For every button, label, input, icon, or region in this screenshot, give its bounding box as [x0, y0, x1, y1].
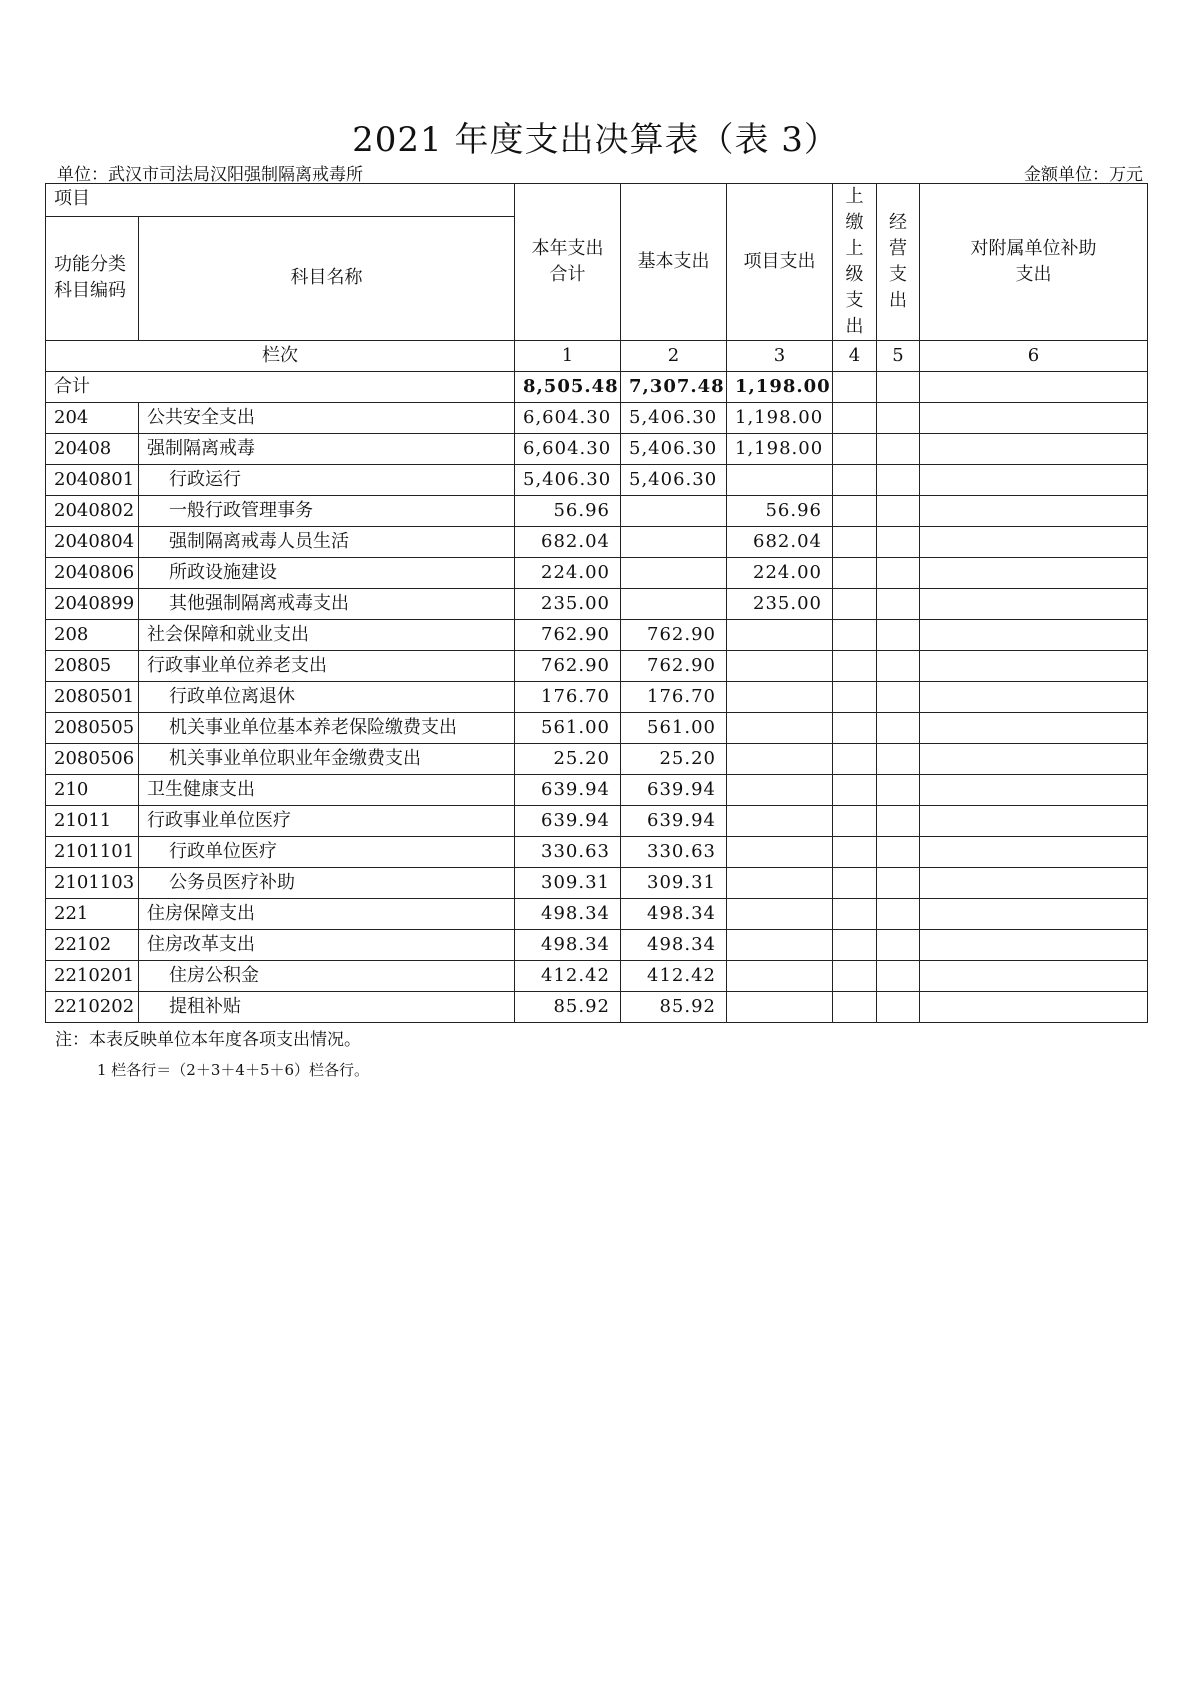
header-col-upper-char: 缴 — [845, 212, 864, 233]
total-cell: 56.96 — [515, 496, 621, 527]
basic-cell: 5,406.30 — [621, 465, 727, 496]
empty-cell — [920, 496, 1148, 527]
column-number-row — [46, 341, 1148, 372]
subject-name-cell: 社会保障和就业支出 — [139, 620, 515, 651]
total-cell: 176.70 — [515, 682, 621, 713]
basic-cell: 412.42 — [621, 961, 727, 992]
empty-cell — [833, 434, 877, 465]
empty-cell — [920, 527, 1148, 558]
table-row — [46, 465, 1148, 496]
header-col-upper-char: 上 — [845, 238, 864, 259]
empty-cell — [833, 713, 877, 744]
header-col-business-char: 出 — [889, 290, 907, 311]
table-row — [46, 868, 1148, 899]
empty-cell — [833, 868, 877, 899]
code-cell: 2210202 — [46, 992, 139, 1023]
empty-cell — [877, 434, 920, 465]
project-cell — [727, 961, 833, 992]
basic-cell — [621, 558, 727, 589]
project-cell: 1,198.00 — [727, 372, 833, 403]
code-cell: 208 — [46, 620, 139, 651]
subject-name-cell: 强制隔离戒毒 — [139, 434, 515, 465]
note-line-1: 注：本表反映单位本年度各项支出情况。 — [55, 1030, 361, 1050]
table-row — [46, 992, 1148, 1023]
empty-cell — [833, 527, 877, 558]
subject-name-cell: 其他强制隔离戒毒支出 — [139, 589, 515, 620]
column-number: 4 — [833, 341, 877, 372]
empty-cell — [833, 992, 877, 1023]
header-col-total-line2: 合计 — [549, 264, 586, 285]
code-cell: 2040806 — [46, 558, 139, 589]
page-title: 2021 年度支出决算表（表 3） — [352, 120, 839, 160]
header-col-upper-char: 出 — [845, 316, 864, 337]
subject-name-cell: 行政单位医疗 — [139, 837, 515, 868]
empty-cell — [833, 403, 877, 434]
table-row — [46, 589, 1148, 620]
project-cell: 235.00 — [727, 589, 833, 620]
basic-cell: 639.94 — [621, 806, 727, 837]
header-func-code — [46, 216, 139, 340]
code-cell: 2080506 — [46, 744, 139, 775]
total-cell: 85.92 — [515, 992, 621, 1023]
empty-cell — [877, 651, 920, 682]
project-cell — [727, 620, 833, 651]
unit-label: 单位：武汉市司法局汉阳强制隔离戒毒所 — [57, 165, 363, 185]
table-row — [46, 558, 1148, 589]
expenditure-table — [45, 183, 1148, 1023]
subject-name-cell: 卫生健康支出 — [139, 775, 515, 806]
empty-cell — [877, 403, 920, 434]
code-cell: 2080501 — [46, 682, 139, 713]
project-cell — [727, 806, 833, 837]
total-cell: 498.34 — [515, 899, 621, 930]
basic-cell: 85.92 — [621, 992, 727, 1023]
header-col-upper-char: 支 — [845, 290, 864, 311]
empty-cell — [920, 465, 1148, 496]
column-number: 1 — [515, 341, 621, 372]
empty-cell — [833, 961, 877, 992]
header-col-project: 项目支出 — [727, 184, 833, 341]
empty-cell — [833, 496, 877, 527]
empty-cell — [833, 930, 877, 961]
table-row — [46, 744, 1148, 775]
total-cell: 309.31 — [515, 868, 621, 899]
header-func-code-line2: 科目编码 — [54, 280, 126, 302]
code-cell: 2040801 — [46, 465, 139, 496]
basic-cell: 176.70 — [621, 682, 727, 713]
empty-cell — [877, 992, 920, 1023]
empty-cell — [877, 806, 920, 837]
empty-cell — [833, 744, 877, 775]
table-row — [46, 434, 1148, 465]
total-cell: 412.42 — [515, 961, 621, 992]
project-cell — [727, 465, 833, 496]
column-order-label: 栏次 — [46, 341, 515, 372]
header-subject-name: 科目名称 — [139, 216, 515, 340]
header-col-subsidy-line1: 对附属单位补助 — [970, 238, 1097, 259]
header-col-business-char: 经 — [889, 212, 907, 233]
empty-cell — [877, 837, 920, 868]
total-cell: 561.00 — [515, 713, 621, 744]
empty-cell — [833, 465, 877, 496]
table-row — [46, 682, 1148, 713]
total-label: 合计 — [46, 372, 515, 403]
project-cell — [727, 837, 833, 868]
column-number: 3 — [727, 341, 833, 372]
empty-cell — [877, 589, 920, 620]
project-cell: 682.04 — [727, 527, 833, 558]
project-cell — [727, 651, 833, 682]
basic-cell — [621, 589, 727, 620]
code-cell: 2040804 — [46, 527, 139, 558]
empty-cell — [920, 837, 1148, 868]
empty-cell — [877, 930, 920, 961]
total-cell: 762.90 — [515, 651, 621, 682]
table-row — [46, 837, 1148, 868]
basic-cell: 25.20 — [621, 744, 727, 775]
project-cell: 56.96 — [727, 496, 833, 527]
empty-cell — [833, 620, 877, 651]
subject-name-cell: 所政设施建设 — [139, 558, 515, 589]
empty-cell — [833, 682, 877, 713]
subject-name-cell: 行政单位离退休 — [139, 682, 515, 713]
total-cell: 5,406.30 — [515, 465, 621, 496]
basic-cell: 498.34 — [621, 899, 727, 930]
project-cell — [727, 744, 833, 775]
subject-name-cell: 行政运行 — [139, 465, 515, 496]
empty-cell — [877, 372, 920, 403]
total-row — [46, 372, 1148, 403]
empty-cell — [877, 868, 920, 899]
code-cell: 204 — [46, 403, 139, 434]
table-row — [46, 806, 1148, 837]
empty-cell — [920, 744, 1148, 775]
column-number: 2 — [621, 341, 727, 372]
code-cell: 20408 — [46, 434, 139, 465]
column-number: 6 — [920, 341, 1148, 372]
table-row — [46, 961, 1148, 992]
empty-cell — [920, 806, 1148, 837]
code-cell: 22102 — [46, 930, 139, 961]
code-cell: 2040899 — [46, 589, 139, 620]
empty-cell — [833, 837, 877, 868]
amount-unit-label: 金额单位：万元 — [1024, 165, 1143, 185]
total-cell: 682.04 — [515, 527, 621, 558]
project-cell — [727, 868, 833, 899]
basic-cell: 309.31 — [621, 868, 727, 899]
project-cell: 224.00 — [727, 558, 833, 589]
basic-cell: 498.34 — [621, 930, 727, 961]
header-col-total — [515, 184, 621, 341]
empty-cell — [877, 899, 920, 930]
subject-name-cell: 机关事业单位基本养老保险缴费支出 — [139, 713, 515, 744]
table-row — [46, 620, 1148, 651]
empty-cell — [920, 961, 1148, 992]
project-cell — [727, 775, 833, 806]
empty-cell — [920, 775, 1148, 806]
empty-cell — [877, 527, 920, 558]
project-cell — [727, 899, 833, 930]
subject-name-cell: 强制隔离戒毒人员生活 — [139, 527, 515, 558]
empty-cell — [920, 558, 1148, 589]
total-cell: 6,604.30 — [515, 403, 621, 434]
total-cell: 639.94 — [515, 775, 621, 806]
code-cell: 20805 — [46, 651, 139, 682]
subject-name-cell: 行政事业单位养老支出 — [139, 651, 515, 682]
table-row — [46, 651, 1148, 682]
code-cell: 21011 — [46, 806, 139, 837]
empty-cell — [920, 992, 1148, 1023]
basic-cell: 639.94 — [621, 775, 727, 806]
subject-name-cell: 提租补贴 — [139, 992, 515, 1023]
table-row — [46, 527, 1148, 558]
project-cell — [727, 930, 833, 961]
project-cell — [727, 992, 833, 1023]
empty-cell — [833, 775, 877, 806]
header-col-business — [877, 184, 920, 341]
total-cell: 235.00 — [515, 589, 621, 620]
total-cell: 762.90 — [515, 620, 621, 651]
subject-name-cell: 住房改革支出 — [139, 930, 515, 961]
table-row — [46, 496, 1148, 527]
basic-cell: 330.63 — [621, 837, 727, 868]
header-col-business-char: 营 — [889, 238, 907, 259]
header-col-subsidy-line2: 支出 — [1015, 264, 1052, 285]
basic-cell: 762.90 — [621, 620, 727, 651]
code-cell: 2080505 — [46, 713, 139, 744]
empty-cell — [920, 620, 1148, 651]
header-col-business-char: 支 — [889, 264, 907, 285]
header-col-upper — [833, 184, 877, 341]
empty-cell — [877, 744, 920, 775]
empty-cell — [833, 589, 877, 620]
empty-cell — [877, 496, 920, 527]
subject-name-cell: 公共安全支出 — [139, 403, 515, 434]
empty-cell — [833, 899, 877, 930]
empty-cell — [920, 899, 1148, 930]
empty-cell — [833, 558, 877, 589]
total-cell: 639.94 — [515, 806, 621, 837]
column-number: 5 — [877, 341, 920, 372]
empty-cell — [877, 713, 920, 744]
total-cell: 498.34 — [515, 930, 621, 961]
basic-cell: 561.00 — [621, 713, 727, 744]
total-cell: 224.00 — [515, 558, 621, 589]
code-cell: 2210201 — [46, 961, 139, 992]
empty-cell — [877, 961, 920, 992]
header-func-code-line1: 功能分类 — [54, 254, 126, 276]
header-col-subsidy — [920, 184, 1148, 341]
total-cell: 8,505.48 — [515, 372, 621, 403]
total-cell: 330.63 — [515, 837, 621, 868]
subject-name-cell: 一般行政管理事务 — [139, 496, 515, 527]
table-row — [46, 403, 1148, 434]
subject-name-cell: 公务员医疗补助 — [139, 868, 515, 899]
empty-cell — [877, 558, 920, 589]
header-col-upper-char: 级 — [845, 264, 864, 285]
code-cell: 221 — [46, 899, 139, 930]
project-cell: 1,198.00 — [727, 403, 833, 434]
empty-cell — [833, 372, 877, 403]
empty-cell — [877, 465, 920, 496]
empty-cell — [920, 868, 1148, 899]
header-col-basic: 基本支出 — [621, 184, 727, 341]
empty-cell — [920, 372, 1148, 403]
basic-cell — [621, 527, 727, 558]
table-row — [46, 930, 1148, 961]
empty-cell — [920, 589, 1148, 620]
header-project: 项目 — [46, 184, 515, 217]
note-line-2: 1 栏各行＝（2＋3＋4＋5＋6）栏各行。 — [97, 1061, 370, 1079]
table-row — [46, 713, 1148, 744]
subject-name-cell: 住房保障支出 — [139, 899, 515, 930]
empty-cell — [877, 775, 920, 806]
project-cell: 1,198.00 — [727, 434, 833, 465]
empty-cell — [920, 682, 1148, 713]
empty-cell — [920, 930, 1148, 961]
project-cell — [727, 713, 833, 744]
code-cell: 2101101 — [46, 837, 139, 868]
empty-cell — [920, 713, 1148, 744]
subject-name-cell: 行政事业单位医疗 — [139, 806, 515, 837]
header-col-upper-char: 上 — [845, 186, 864, 207]
empty-cell — [920, 651, 1148, 682]
empty-cell — [920, 434, 1148, 465]
project-cell — [727, 682, 833, 713]
total-cell: 25.20 — [515, 744, 621, 775]
header-row-1 — [46, 184, 1148, 217]
subject-name-cell: 住房公积金 — [139, 961, 515, 992]
code-cell: 210 — [46, 775, 139, 806]
empty-cell — [833, 806, 877, 837]
subject-name-cell: 机关事业单位职业年金缴费支出 — [139, 744, 515, 775]
basic-cell: 5,406.30 — [621, 403, 727, 434]
table-row — [46, 775, 1148, 806]
empty-cell — [833, 651, 877, 682]
code-cell: 2101103 — [46, 868, 139, 899]
header-col-total-line1: 本年支出 — [531, 238, 604, 259]
empty-cell — [920, 403, 1148, 434]
total-cell: 6,604.30 — [515, 434, 621, 465]
basic-cell: 7,307.48 — [621, 372, 727, 403]
empty-cell — [877, 682, 920, 713]
basic-cell — [621, 496, 727, 527]
basic-cell: 5,406.30 — [621, 434, 727, 465]
table-row — [46, 899, 1148, 930]
empty-cell — [877, 620, 920, 651]
notes — [55, 1025, 369, 1085]
basic-cell: 762.90 — [621, 651, 727, 682]
code-cell: 2040802 — [46, 496, 139, 527]
